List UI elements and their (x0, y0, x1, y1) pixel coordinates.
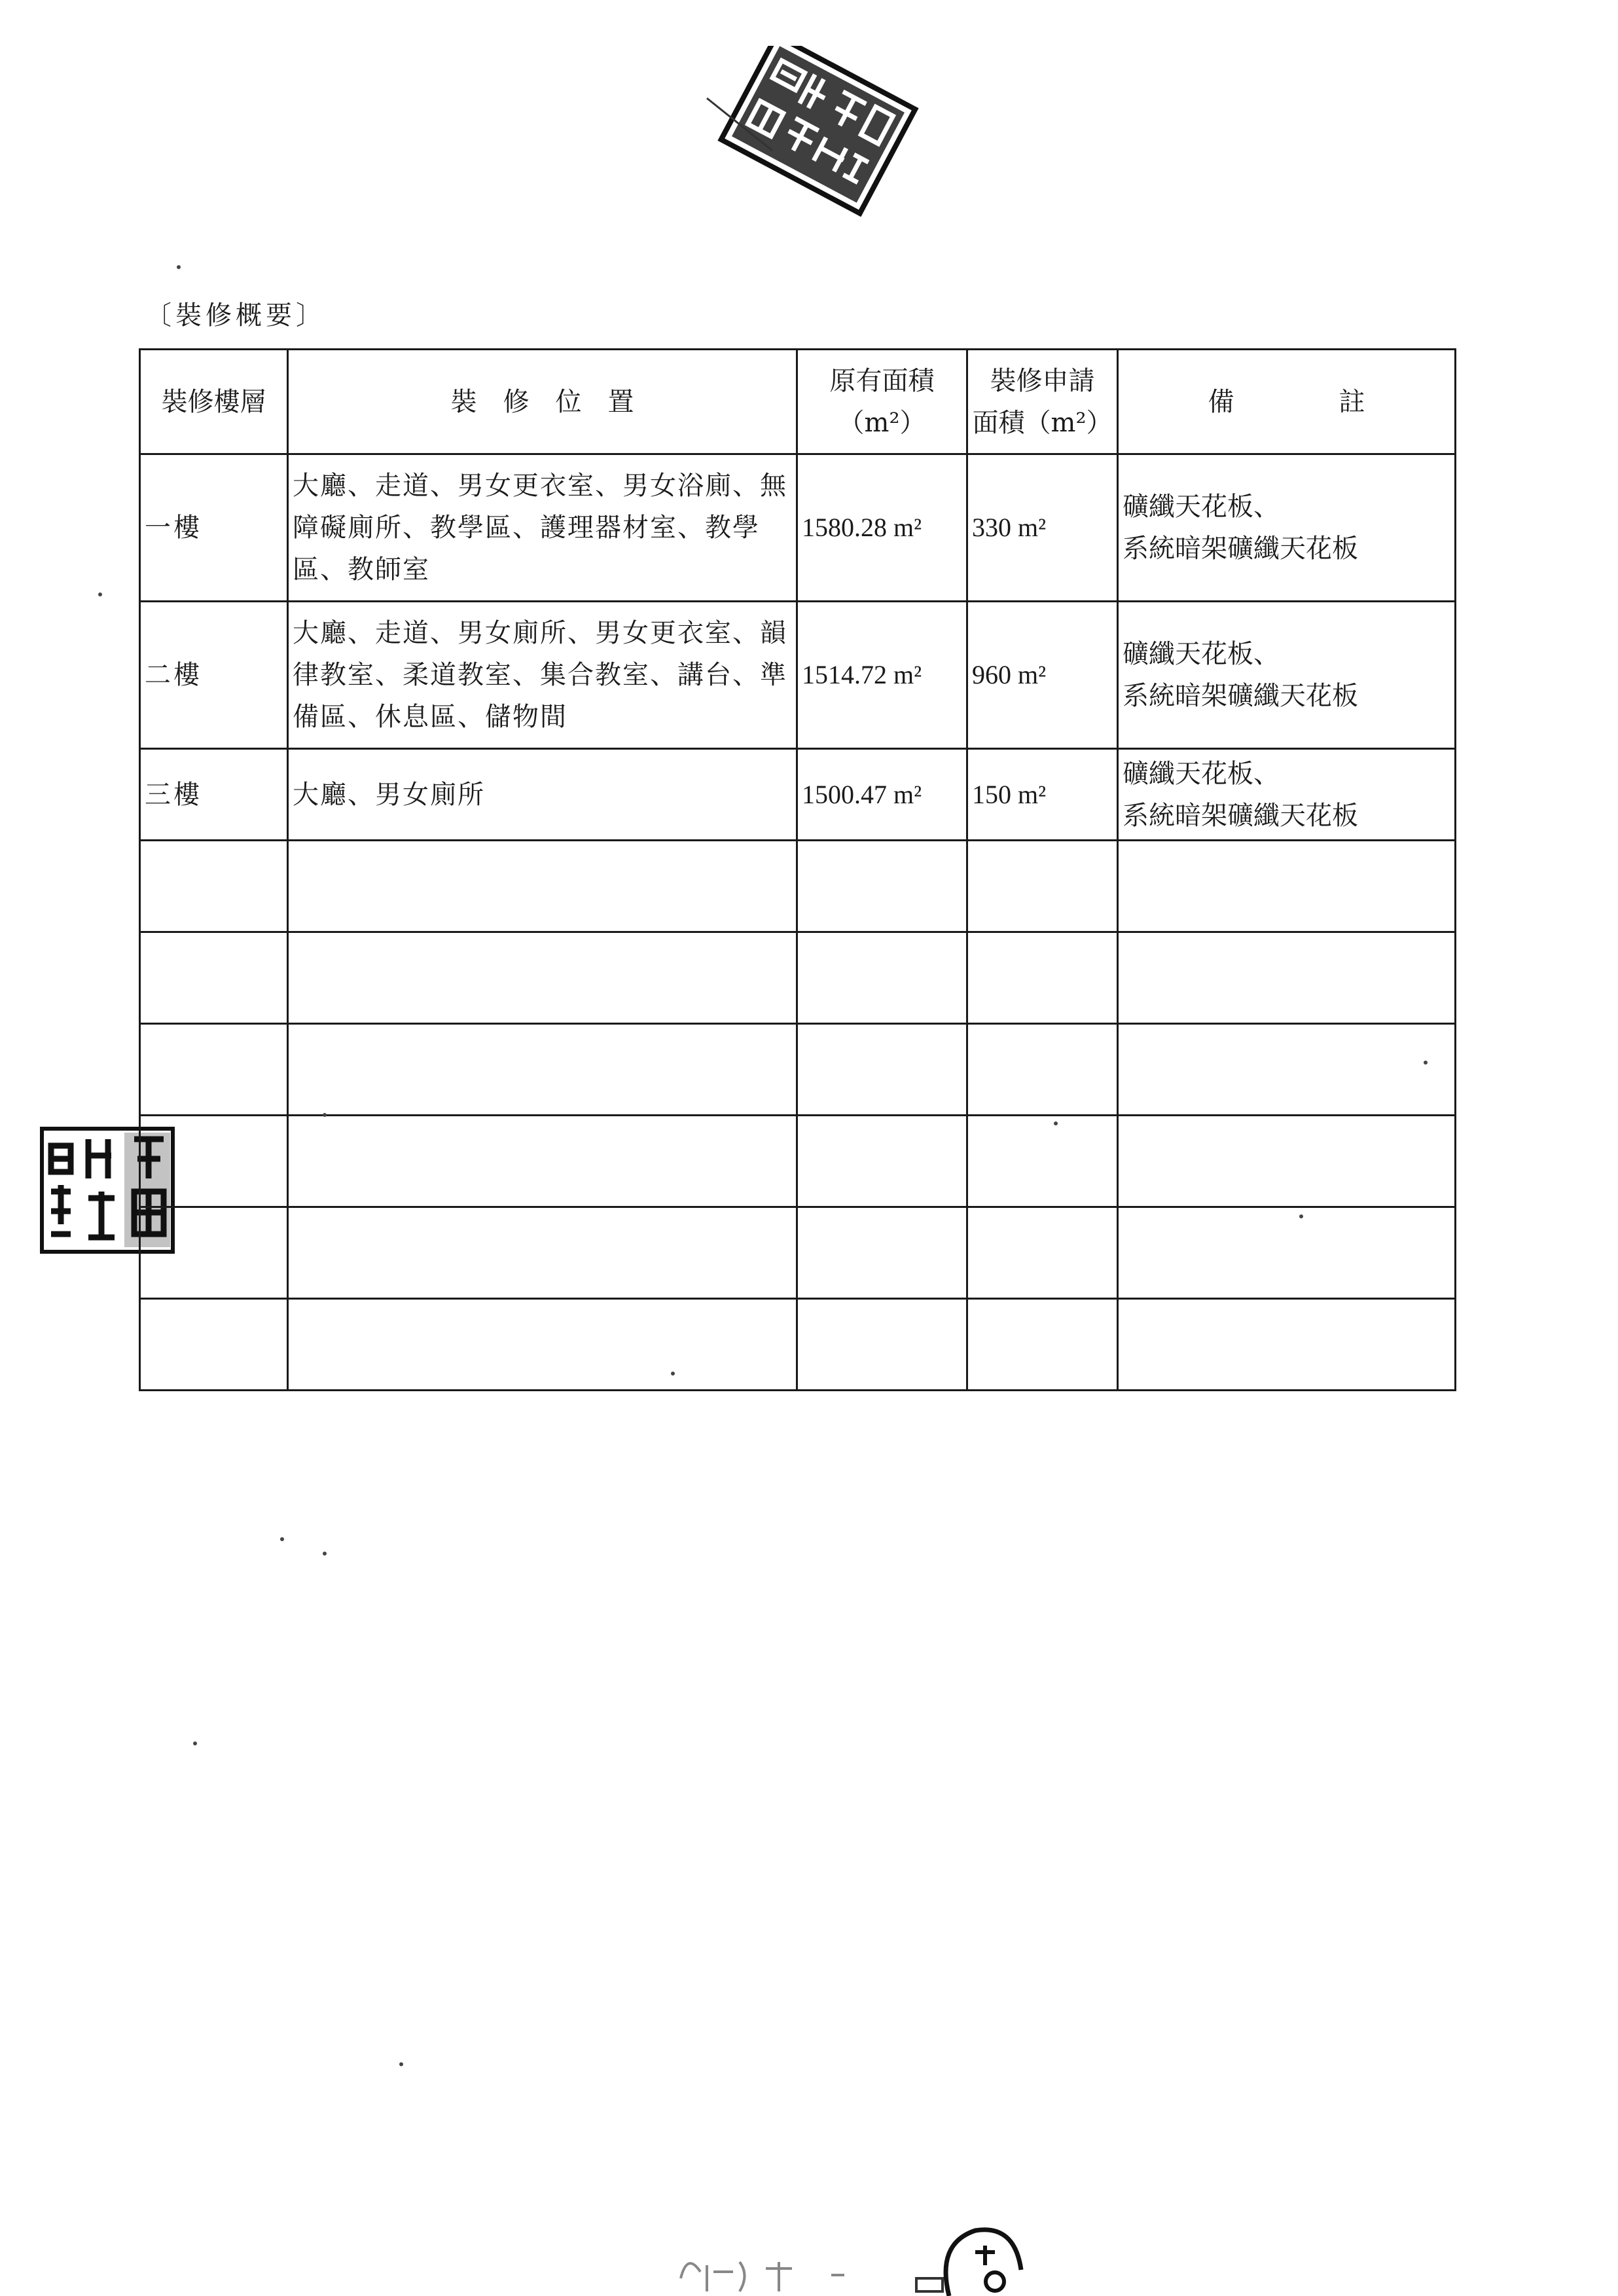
floor-cell: 一樓 (140, 454, 288, 602)
empty-cell (967, 841, 1118, 932)
empty-cell (288, 841, 797, 932)
empty-cell (140, 1207, 288, 1299)
header-floor: 裝修樓層 (140, 350, 288, 454)
empty-cell (1118, 841, 1456, 932)
empty-cell (967, 1116, 1118, 1207)
location-cell: 大廳、走道、男女更衣室、男女浴廁、無障礙廁所、教學區、護理器材室、教學區、教師室 (288, 454, 797, 602)
empty-cell (797, 1299, 967, 1391)
section-title: 〔裝修概要〕 (145, 301, 326, 331)
bottom-partial-stamp (668, 2200, 1034, 2296)
scan-speck (323, 1113, 327, 1117)
scan-speck (177, 265, 181, 269)
header-original-area-line2: （m²） (838, 407, 926, 438)
scan-speck (280, 1537, 284, 1541)
renovation-summary-table (139, 348, 1456, 1391)
empty-cell (140, 1024, 288, 1116)
empty-cell (288, 1116, 797, 1207)
scan-speck (1299, 1214, 1303, 1218)
original-area-cell: 1500.47 m² (797, 749, 967, 841)
table-header-row (140, 350, 1456, 454)
empty-table-row (140, 841, 1456, 932)
scan-speck (1054, 1121, 1058, 1125)
empty-cell (1118, 1207, 1456, 1299)
empty-cell (967, 1207, 1118, 1299)
header-notes (1118, 350, 1456, 454)
empty-cell (967, 1299, 1118, 1391)
note-line2: 系統暗架礦纖天花板 (1123, 681, 1358, 711)
empty-cell (1118, 932, 1456, 1024)
empty-cell (967, 932, 1118, 1024)
table-row (140, 602, 1456, 749)
scan-speck (1424, 1061, 1428, 1065)
location-cell: 大廳、走道、男女廁所、男女更衣室、韻律教室、柔道教室、集合教室、講台、準備區、休息區、儲物間 (288, 602, 797, 749)
empty-cell (797, 1207, 967, 1299)
scan-speck (671, 1372, 675, 1376)
header-applied-area (967, 350, 1118, 454)
applied-area-cell: 150 m² (967, 749, 1118, 841)
original-area-cell: 1580.28 m² (797, 454, 967, 602)
header-original-area (797, 350, 967, 454)
empty-cell (288, 1207, 797, 1299)
empty-table-row (140, 1116, 1456, 1207)
note-line2: 系統暗架礦纖天花板 (1123, 534, 1358, 564)
note-cell (1118, 454, 1456, 602)
empty-table-row (140, 1299, 1456, 1391)
empty-table-row (140, 932, 1456, 1024)
scan-speck (98, 592, 102, 596)
table-row (140, 454, 1456, 602)
note-line1: 礦纖天花板、 (1123, 758, 1280, 789)
empty-cell (288, 932, 797, 1024)
empty-cell (797, 1024, 967, 1116)
note-cell (1118, 749, 1456, 841)
note-line1: 礦纖天花板、 (1123, 639, 1280, 669)
applied-area-cell: 330 m² (967, 454, 1118, 602)
original-area-cell: 1514.72 m² (797, 602, 967, 749)
empty-cell (1118, 1299, 1456, 1391)
empty-cell (140, 1116, 288, 1207)
empty-cell (288, 1299, 797, 1391)
empty-table-row (140, 1207, 1456, 1299)
empty-cell (288, 1024, 797, 1116)
scan-speck (323, 1552, 327, 1556)
empty-cell (1118, 1024, 1456, 1116)
empty-table-row (140, 1024, 1456, 1116)
empty-cell (797, 932, 967, 1024)
empty-cell (140, 841, 288, 932)
header-notes-left: 備 (1208, 386, 1234, 417)
empty-cell (140, 932, 288, 1024)
location-cell: 大廳、男女廁所 (288, 749, 797, 841)
note-line2: 系統暗架礦纖天花板 (1123, 800, 1358, 831)
floor-cell: 三樓 (140, 749, 288, 841)
empty-cell (140, 1299, 288, 1391)
empty-cell (1118, 1116, 1456, 1207)
note-line1: 礦纖天花板、 (1123, 492, 1280, 522)
scan-speck (399, 2062, 403, 2066)
header-original-area-line1: 原有面積 (829, 365, 935, 396)
header-applied-area-line1: 裝修申請 (990, 365, 1095, 396)
scan-speck (193, 1741, 197, 1745)
empty-cell (797, 841, 967, 932)
empty-cell (797, 1116, 967, 1207)
header-notes-right: 註 (1339, 386, 1365, 417)
empty-cell (967, 1024, 1118, 1116)
floor-cell: 二樓 (140, 602, 288, 749)
note-cell (1118, 602, 1456, 749)
top-seal-stamp (694, 46, 943, 229)
header-applied-area-line2: 面積（m²） (972, 407, 1113, 438)
header-location: 裝 修 位 置 (288, 350, 797, 454)
table-row (140, 749, 1456, 841)
applied-area-cell: 960 m² (967, 602, 1118, 749)
